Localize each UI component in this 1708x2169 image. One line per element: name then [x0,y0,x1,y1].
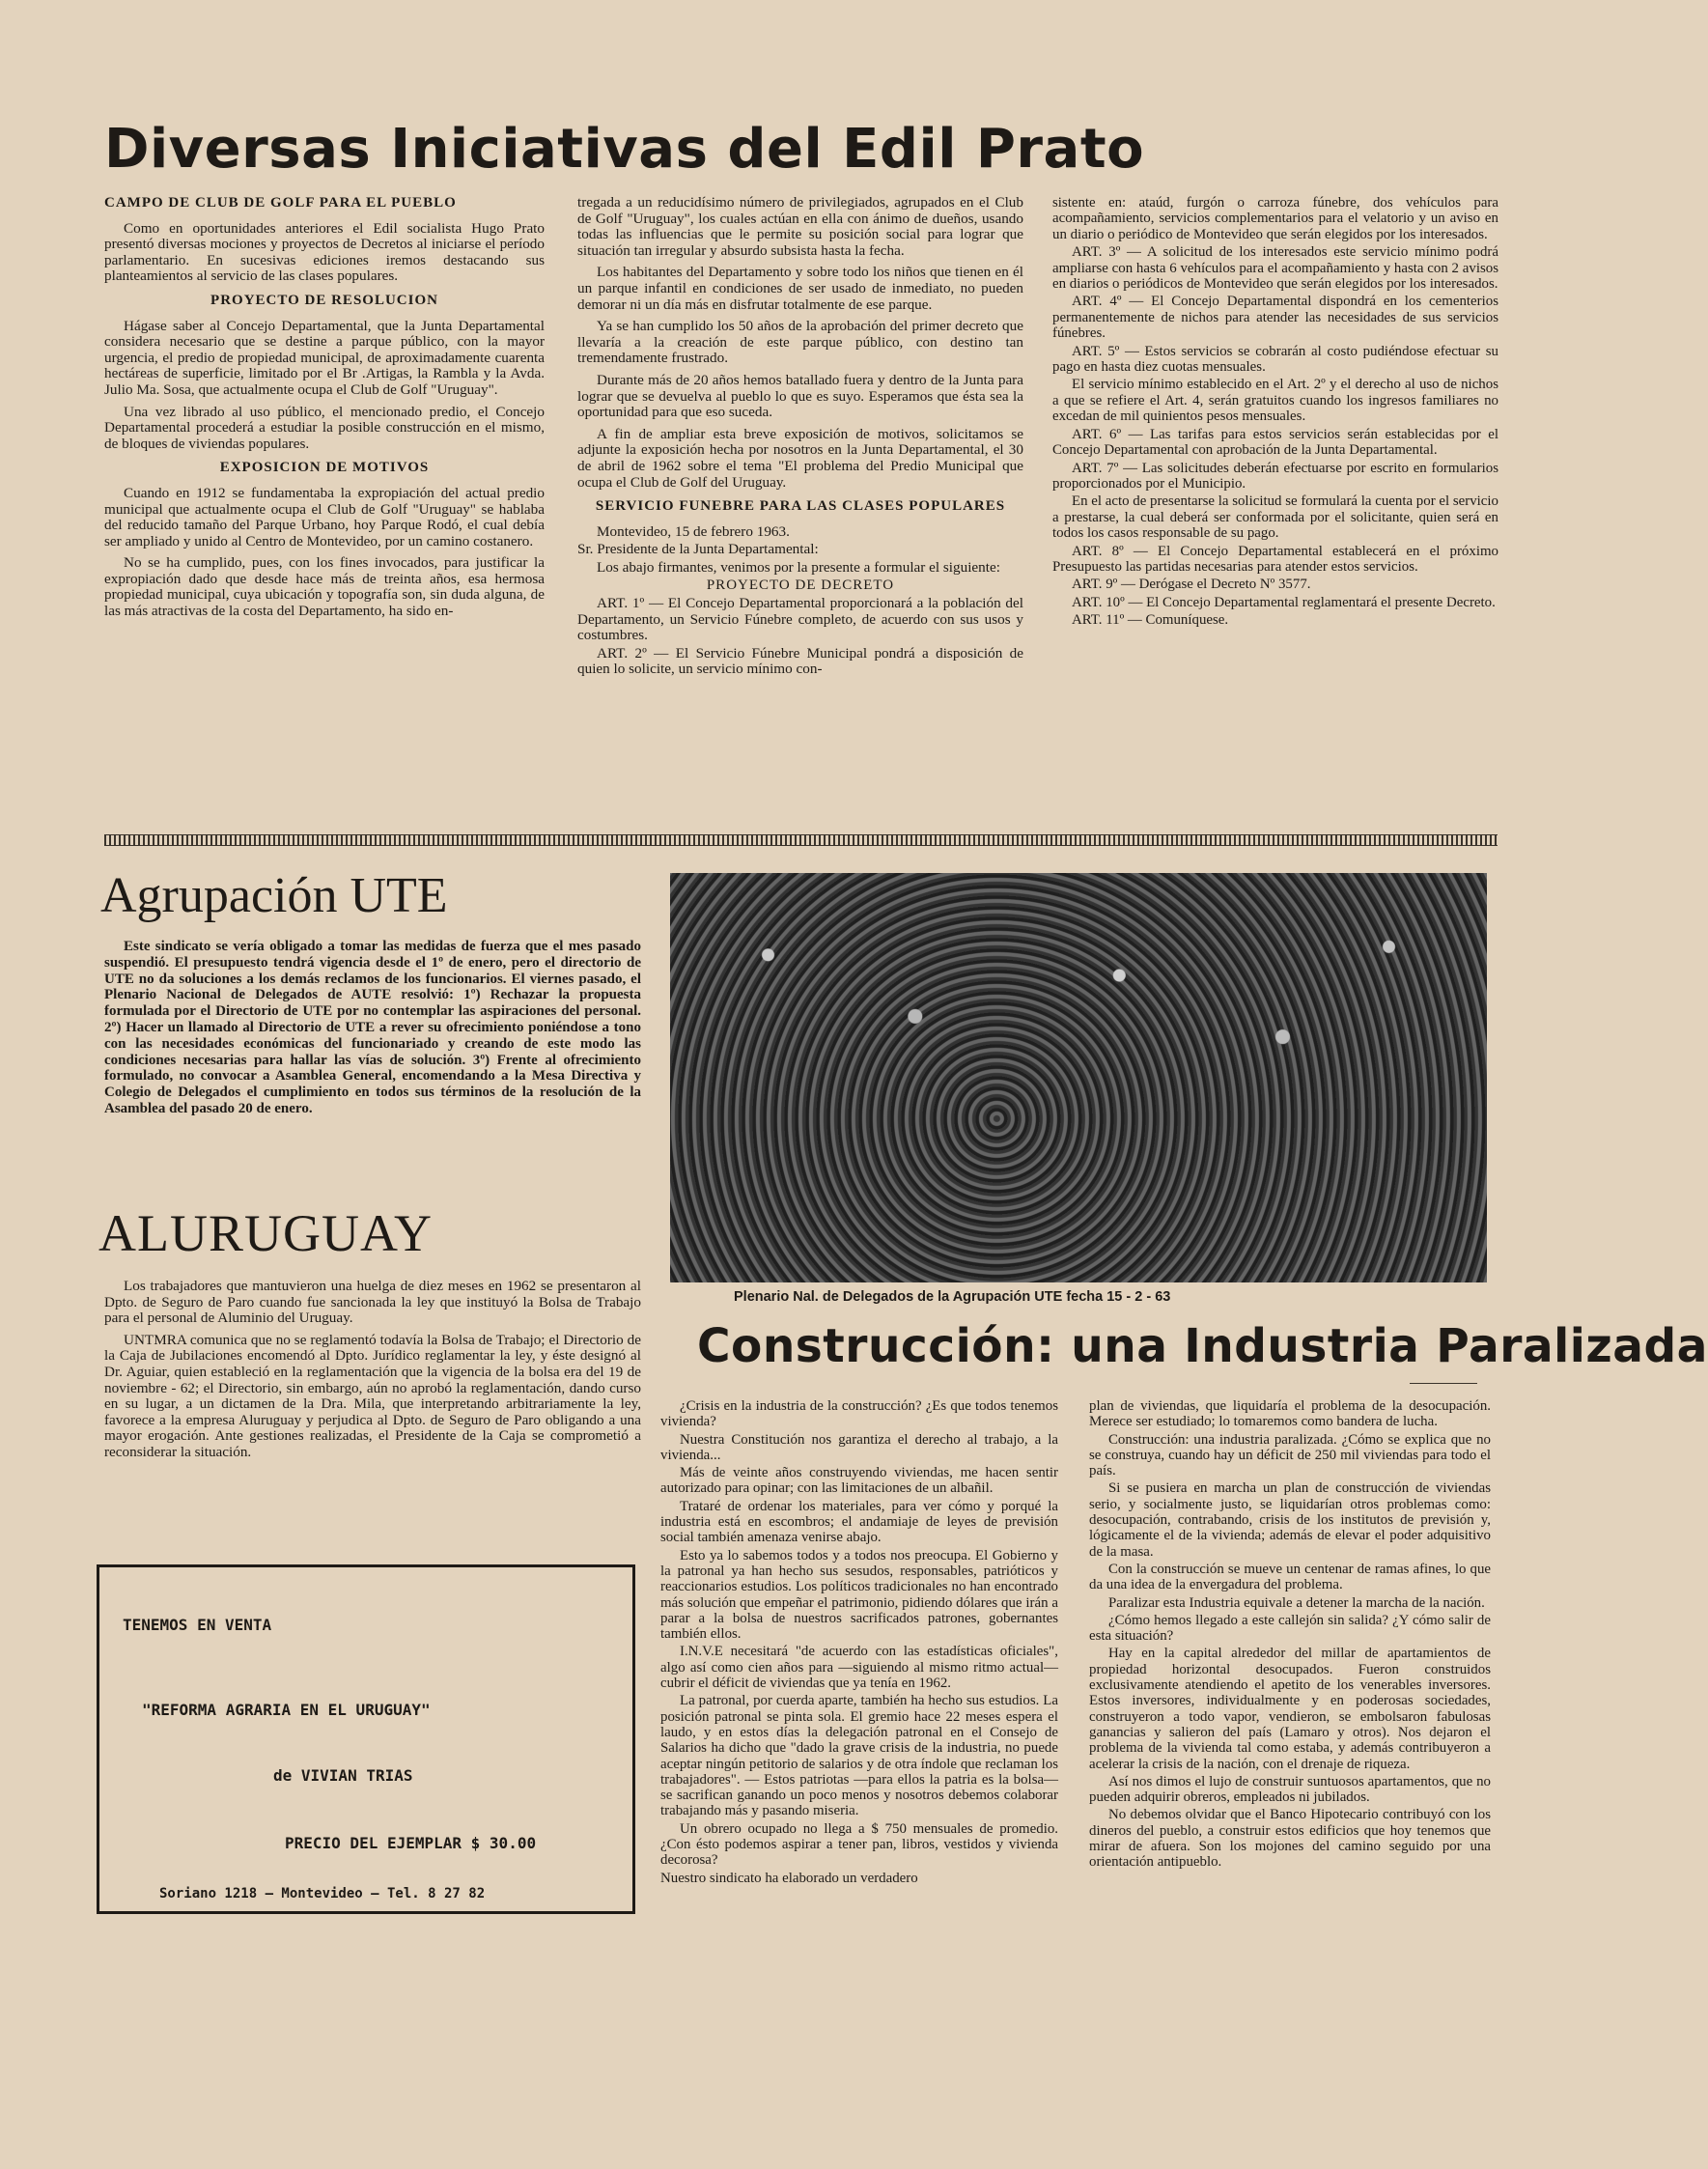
paragraph: ART. 4º — El Concejo Departamental dispondrá en los cementerios permanentemente de nichos para atender las necesidades de sus servicios fúnebres. [1052,294,1498,342]
article4-column-1 [660,1398,1058,2123]
paragraph: A fin de ampliar esta breve exposición de motivos, solicitamos se adjunte la exposición hecha por nosotros en la Junta Departamental, el 30 de abril de 1962 sobre el tema "El problema del Predio Municipal que ocupa el Club de Golf del Uruguay. [577,425,1023,491]
photo-plenario-delegados [670,873,1487,1282]
paragraph: Hágase saber al Concejo Departamental, que la Junta Departamental considera necesario que se destine a parque público, con la mayor urgencia, el predio de propiedad municipal, de aproximadamente cuarenta hectáreas de superficie, limitado por el Br .Artigas, la Rambla y la Avda. Julio Ma. Sosa, que actualmente ocupa el Club de Golf "Uruguay". [104,317,545,398]
paragraph: Construcción: una industria paralizada. ¿Cómo se explica que no se construya, cuando hay un déficit de 250 mil viviendas para todo el país. [1089,1431,1491,1479]
paragraph: Esto ya lo sabemos todos y a todos nos preocupa. El Gobierno y la patronal ya han hecho sus sesudos, responsables, patrióticos y reaccionarios estudios. Los políticos tradicionales no han encontrado más solución que empeñar el patrimonio, pidiendo dólares que irán a parar a la bolsa de nuestros sacrificados patrones, gobernantes también ellos. [660,1547,1058,1643]
article1-column-3 [1052,195,1498,813]
paragraph: Con la construcción se mueve un centenar de ramas afines, lo que da una idea de la envergadura del problema. [1089,1561,1491,1593]
paragraph: UNTMRA comunica que no se reglamentó todavía la Bolsa de Trabajo; el Directorio de la Caja de Jubilaciones encomendó al Dpto. Jurídico reglamentar la ley, y éste designó al Dr. Aguiar, quien estableció en la reglamentación que la vigencia de la bolsa era del 19 de noviembre - 62; el Directorio, sin embargo, aún no aprobó la reglamentación, dando curso en su lugar, a un dictamen de la Dra. Mila, que interpretando arbitrariamente la ley, favorece a la empresa Aluruguay y perjudica al Dpto. de Seguro de Paro obligando a una mayor erogación. Ante gestiones realizadas, el Presidente de la Caja se comprometió a reconsiderar la situación. [104,1331,641,1460]
paragraph: ART. 3º — A solicitud de los interesados este servicio mínimo podrá ampliarse con hasta 6 vehículos para el acompañamiento y hasta con 2 avisos en diarios o periódicos de Montevideo que serán elegidos por los interesados. [1052,244,1498,293]
book-advertisement [97,1564,635,1914]
article4-headline: Construcción: una Industria Paralizada [697,1319,1708,1373]
paragraph: ART. 11º — Comuníquese. [1072,612,1229,629]
paragraph: Un obrero ocupado no llega a $ 750 mensuales de promedio. ¿Con ésto podemos aspirar a tener pan, libros, vestidos y vivienda decorosa? [660,1820,1058,1869]
paragraph: ART. 5º — Estos servicios se cobrarán al costo pudiéndose efectuar su pago en hasta diez cuotas mensuales. [1052,343,1498,376]
section-divider [104,834,1498,846]
ad-line-tenemos: TENEMOS EN VENTA [123,1616,272,1634]
paragraph: Los habitantes del Departamento y sobre todo los niños que tienen en él un parque infantil en condiciones de ser usado de inmediato, no pueden demorar ni un día más en disfrutar totalmente de ese parque. [577,264,1023,313]
ad-line-price: PRECIO DEL EJEMPLAR $ 30.00 [285,1834,537,1852]
paragraph: ART. 8º — El Concejo Departamental establecerá en el próximo Presupuesto las partidas necesarias para atender estos servicios. [1052,543,1498,575]
article1-column-1 [104,195,545,813]
paragraph: Así nos dimos el lujo de construir suntuosos apartamentos, que no pueden adquirir obreros, empleados ni jubilados. [1089,1773,1491,1806]
article4-column-2 [1089,1398,1491,2123]
paragraph: Los trabajadores que mantuvieron una huelga de diez meses en 1962 se presentaron al Dpto. de Seguro de Paro cuando fue sancionada la ley que instituyó la Bolsa de Trabajo para el personal de Aluminio del Uruguay. [104,1278,641,1327]
paragraph: Paralizar esta Industria equivale a detener la marcha de la nación. [1108,1594,1485,1611]
article1-headline: Diversas Iniciativas del Edil Prato [104,118,1145,181]
subhead-proyecto-resolucion: PROYECTO DE RESOLUCION [210,292,438,308]
subhead-servicio-funebre: SERVICIO FUNEBRE PARA LAS CLASES POPULARES [595,498,1006,515]
paragraph: El servicio mínimo establecido en el Art. 2º y el derecho al uso de nichos a que se refiere el Art. 4, serán gratuitos cuando los ingresos familiares no excedan de mil quinientos pesos mensuales. [1052,377,1498,425]
paragraph: ART. 7º — Las solicitudes deberán efectuarse por escrito en formularios proporcionados por el Municipio. [1052,460,1498,492]
paragraph: En el acto de presentarse la solicitud se formulará la cuenta por el servicio a prestarse, la cual deberá ser conformada por el solicitante, quien será en todos los casos responsable de su pago. [1052,493,1498,542]
ad-line-author: de VIVIAN TRIAS [273,1766,413,1785]
paragraph: Como en oportunidades anteriores el Edil socialista Hugo Prato presentó diversas mociones y proyectos de Decretos al iniciarse el período parlamentario. En sucesivas ediciones iremos destacando sus planteamientos al servicio de las clases populares. [104,219,545,285]
article2-headline: Agrupación UTE [100,868,448,923]
divider [1410,1383,1477,1384]
paragraph: Los abajo firmantes, venimos por la presente a formular el siguiente: [597,558,1000,576]
paragraph: ART. 10º — El Concejo Departamental reglamentará el presente Decreto. [1072,594,1496,610]
paragraph: Este sindicato se vería obligado a tomar las medidas de fuerza que el mes pasado suspendió. El presupuesto tendrá vigencia desde el 1º de enero, pero el directorio de UTE no da soluciones a los demás reclamos de los funcionarios. El viernes pasado, el Plenario Nacional de Delegados de AUTE resolvió: 1º) Rechazar la propuesta formulada por el Directorio de UTE por no contemplar las aspiraciones del personal. 2º) Hacer un llamado al Directorio de UTE a rever su ofrecimiento poniéndose a tono con las necesidades económicas del funcionariado y creando de este modo las condiciones necesarias para hallar las vías de solución. 3º) Frente al ofrecimiento formulado, no convocar a Asamblea General, encomendando a la Mesa Directiva y Colegio de Delegados el cumplimiento en todos sus términos de la resolución de la Asamblea del pasado 20 de enero. [104,939,641,1116]
article3-body [104,1279,641,1559]
paragraph: Trataré de ordenar los materiales, para ver cómo y porqué la industria está en escombros; el andamiaje de leyes de previsión social también amenaza venirse abajo. [660,1498,1058,1546]
paragraph: Sr. Presidente de la Junta Departamental: [577,541,819,558]
paragraph: Una vez librado al uso público, el mencionado predio, el Concejo Departamental procederá a estudiar la posible construcción en el mismo, de bloques de viviendas populares. [104,403,545,452]
paragraph: ¿Cómo hemos llegado a este callejón sin salida? ¿Y cómo salir de esta situación? [1089,1612,1491,1645]
paragraph: Hay en la capital alrededor del millar de apartamientos de propiedad horizontal desocupados. Fueron construidos exclusivamente atendiendo el apetito de los venerables inversores. Estos inversores, individualmente y en poderosas sociedades, construyeron a todo vapor, vendieron, se embolsaron fabulosas ganancias y salieron del país (Lamaro y otros). Nos dejaron el problema de la vivienda tal como estaba, y además contribuyeron a acelerar la crisis de la nación, con el drenaje de riqueza. [1089,1646,1491,1772]
subhead-exposicion-motivos: EXPOSICION DE MOTIVOS [219,460,430,476]
paragraph: I.N.V.E necesitará "de acuerdo con las estadísticas oficiales", algo así como cien años para —siguiendo al mismo ritmo actual— cubrir el déficit de viviendas que ya tenía en 1962. [660,1644,1058,1692]
paragraph: Cuando en 1912 se fundamentaba la expropiación del actual predio municipal que actualmente ocupa el Club de Golf "Uruguay" se hablaba del reducido tamaño del Parque Urbano, hoy Parque Rodó, el cual debía ser ampliado y unido al Centro de Montevideo, por un camino costanero. [104,484,545,549]
article1-column-2 [577,195,1023,813]
paragraph: La patronal, por cuerda aparte, también ha hecho sus estudios. La posición patronal se pinta sola. El gremio hace 22 meses espera el laudo, y en estos días la delegación patronal en el Consejo de Salarios ha dicho que "dado la grave crisis de la industria, no puede aceptar ningún petitorio de salarios y de otra índole que reclaman los trabajadores". — Estos patriotas —para ellos la patria es la bolsa— se sacrifican ganando un poco menos y nosotros debemos colaborar trabajando más y pasando miseria. [660,1693,1058,1819]
paragraph: Ya se han cumplido los 50 años de la aprobación del primer decreto que llevaría a la creación de este parque público, con destino tan tremendamente frustrado. [577,318,1023,367]
subhead-proyecto-decreto: PROYECTO DE DECRETO [706,577,895,594]
paragraph: sistente en: ataúd, furgón o carroza fúnebre, dos vehículos para acompañamiento, servicios complementarios para el velatorio y un aviso en un diario o periódico de Montevideo que serán elegidos por los interesados. [1052,195,1498,242]
paragraph: ART. 9º — Derógase el Decreto Nº 3577. [1072,577,1311,593]
paragraph: plan de viviendas, que liquidaría el problema de la desocupación. Merece ser estudiado; lo tomaremos como bandera de lucha. [1089,1398,1491,1430]
paragraph: Nuestra Constitución nos garantiza el derecho al trabajo, a la vivienda... [660,1431,1058,1463]
paragraph: tregada a un reducidísimo número de privilegiados, agrupados en el Club de Golf "Uruguay", los cuales actúan en ella con ánimo de dueños, usando todas las influencias que le permite su posición social para lograr que situación tan irregular y absurdo subsista hasta la fecha. [577,194,1023,259]
ad-line-address: Soriano 1218 — Montevideo — Tel. 8 27 82 [159,1886,486,1901]
paragraph: Si se pusiera en marcha un plan de construcción de viviendas serio, y socialmente justo, se liquidarían otros problemas como: desocupación, contrabando, crisis de los institutos de previsión y, lógicamente el de la vivienda; además de elevar el poder adquisitivo de la masa. [1089,1480,1491,1560]
subhead-golf: CAMPO DE CLUB DE GOLF PARA EL PUEBLO [104,195,457,211]
paragraph: ¿Crisis en la industria de la construcción? ¿Es que todos tenemos vivienda? [660,1398,1058,1430]
paragraph: Durante más de 20 años hemos batallado fuera y dentro de la Junta para lograr que se devuelva al pueblo lo que es suyo. Esperamos que ésta sea la oportunidad para que eso suceda. [577,371,1023,421]
paragraph: No debemos olvidar que el Banco Hipotecario contribuyó con los dineros del pueblo, a construir estos edificios que hoy tenemos que mirar de afuera. Son los mojones del camino seguido por una orientación antipueblo. [1089,1807,1491,1871]
photo-caption: Plenario Nal. de Delegados de la Agrupación UTE fecha 15 - 2 - 63 [734,1289,1171,1305]
paragraph: ART. 6º — Las tarifas para estos servicios serán establecidas por el Concejo Departamental con aprobación de la Junta Departamental. [1052,426,1498,459]
paragraph: Montevideo, 15 de febrero 1963. [597,522,790,540]
article2-body [104,939,641,1190]
paragraph: ART. 1º — El Concejo Departamental proporcionará a la población del Departamento, un Servicio Fúnebre completo, de acuerdo con sus usos y costumbres. [577,595,1023,644]
paragraph: No se ha cumplido, pues, con los fines invocados, para justificar la expropiación dado que desde hace más de treinta años, esa hermosa propiedad municipal, cuya ubicación y topografía son, sin duda alguna, de las más atractivas de la costa del Departamento, ha sido en- [104,554,545,620]
ad-line-title: "REFORMA AGRARIA EN EL URUGUAY" [142,1701,431,1719]
paragraph: Nuestro sindicato ha elaborado un verdadero [660,1870,918,1886]
article3-headline: ALURUGUAY [98,1204,434,1262]
paragraph: ART. 2º — El Servicio Fúnebre Municipal pondrá a disposición de quien lo solicite, un servicio mínimo con- [577,644,1023,678]
paragraph: Más de veinte años construyendo viviendas, me hacen sentir autorizado para opinar; con las limitaciones de un albañil. [660,1465,1058,1497]
